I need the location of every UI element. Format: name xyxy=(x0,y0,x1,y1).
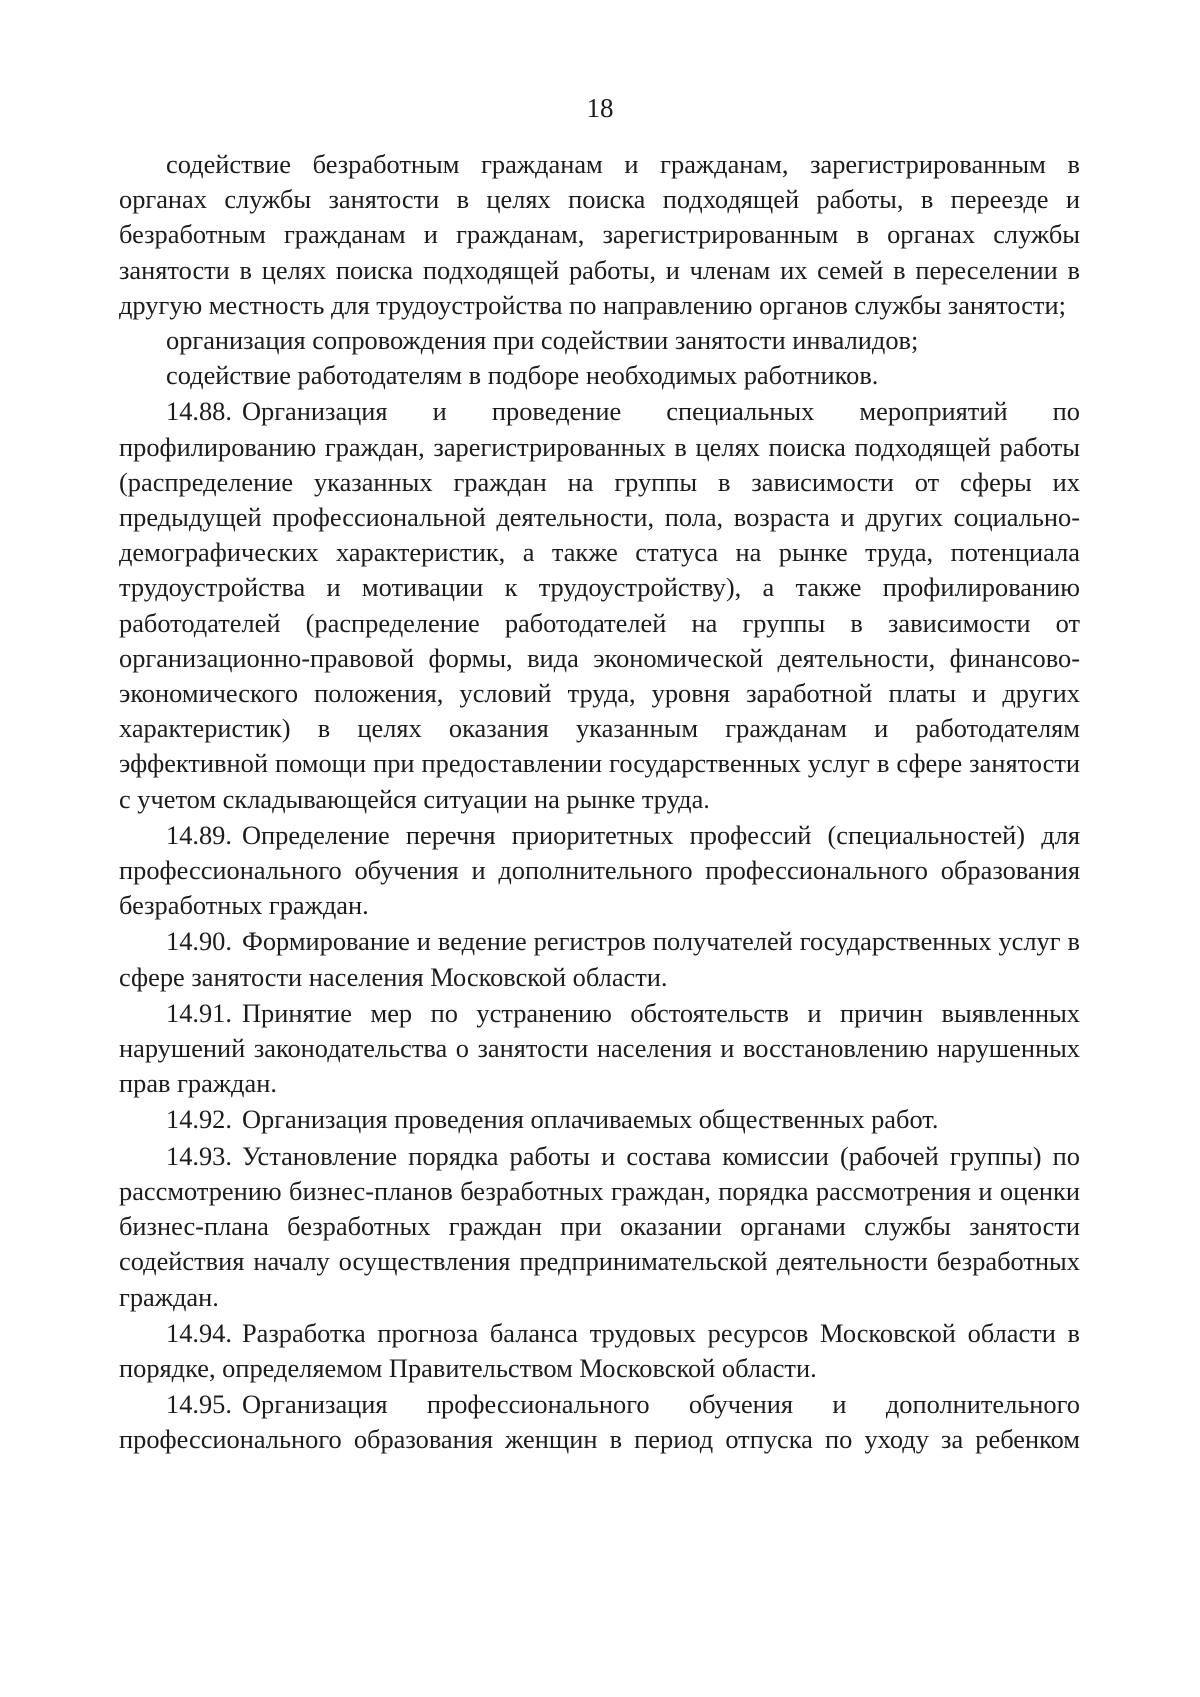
clause-number: 14.90. xyxy=(166,926,232,957)
clause-number: 14.94. xyxy=(166,1317,232,1348)
clause-14-89 xyxy=(119,818,1080,924)
clause-14-95 xyxy=(119,1387,1080,1457)
paragraph-text: содействие работодателям в подборе необходимых работников. xyxy=(166,360,879,391)
paragraph-text: организация сопровождения при содействии занятости инвалидов; xyxy=(166,325,919,356)
clause-text: Организация проведения оплачиваемых общественных работ. xyxy=(241,1104,939,1135)
clause-14-91 xyxy=(119,996,1080,1102)
clause-text: Установление порядка работы и состава комиссии (рабочей группы) по рассмотрению бизнес-планов безработных граждан, порядка рассмотрения и оценки бизнес-плана безработных граждан при оказании органами службы занятости содействия началу осуществления предпринимательской деятельности безработных граждан. xyxy=(119,1140,1080,1312)
clause-text: Принятие мер по устранению обстоятельств и причин выявленных нарушений законодательства о занятости населения и восстановлению нарушенных прав граждан. xyxy=(119,997,1080,1099)
clause-number: 14.95. xyxy=(166,1389,232,1420)
clause-number: 14.89. xyxy=(166,819,232,850)
paragraph-text: содействие безработным гражданам и гражданам, зарегистрированным в органах службы занятости в целях поиска подходящей работы, в переезде и безработным гражданам и гражданам, зарегистрированным в органах службы занятости в целях поиска подходящей работы, и членам их семей в переселении в другую местность для трудоустройства по направлению органов службы занятости; xyxy=(119,149,1080,320)
clause-14-90 xyxy=(119,924,1080,994)
clause-number: 14.88. xyxy=(166,396,232,427)
clause-14-92 xyxy=(119,1102,1080,1137)
paragraph-relocation-assistance xyxy=(119,147,1080,323)
clause-text: Организация и проведение специальных мероприятий по профилированию граждан, зарегистрированных в целях поиска подходящей работы (распределение указанных граждан на группы в зависимости от сферы их предыдущей профессиональной деятельности, пола, возраста и других социально-демографических характеристик, а также статуса на рынке труда, потенциала трудоустройства и мотивации к трудоустройству), а также профилированию работодателей (распределение работодателей на группы в зависимости от организационно-правовой формы, вида экономической деятельности, финансово-экономического положения, условий труда, уровня заработной платы и других характеристик) в целях оказания указанным гражданам и работодателям эффективной помощи при предоставлении государственных услуг в сфере занятости с учетом складывающейся ситуации на рынке труда. xyxy=(119,396,1080,814)
document-body xyxy=(119,147,1080,1458)
clause-number: 14.92. xyxy=(166,1104,232,1135)
page-number: 18 xyxy=(586,93,614,123)
paragraph-disabled-employment-support xyxy=(119,323,1080,358)
clause-14-93 xyxy=(119,1139,1080,1315)
clause-number: 14.93. xyxy=(166,1140,232,1171)
clause-text: Формирование и ведение регистров получателей государственных услуг в сфере занятости населения Московской области. xyxy=(119,926,1080,992)
clause-number: 14.91. xyxy=(166,997,232,1028)
clause-text: Организация профессионального обучения и дополнительного профессионального образования женщин в период отпуска по уходу за ребенком xyxy=(119,1389,1080,1455)
clause-14-88 xyxy=(119,394,1080,816)
clause-14-94 xyxy=(119,1316,1080,1386)
clause-text: Разработка прогноза баланса трудовых ресурсов Московской области в порядке, определяемом Правительством Московской области. xyxy=(119,1317,1080,1383)
paragraph-employer-assistance xyxy=(119,358,1080,393)
clause-text: Определение перечня приоритетных профессий (специальностей) для профессионального обучения и дополнительного профессионального образования безработных граждан. xyxy=(119,819,1080,921)
